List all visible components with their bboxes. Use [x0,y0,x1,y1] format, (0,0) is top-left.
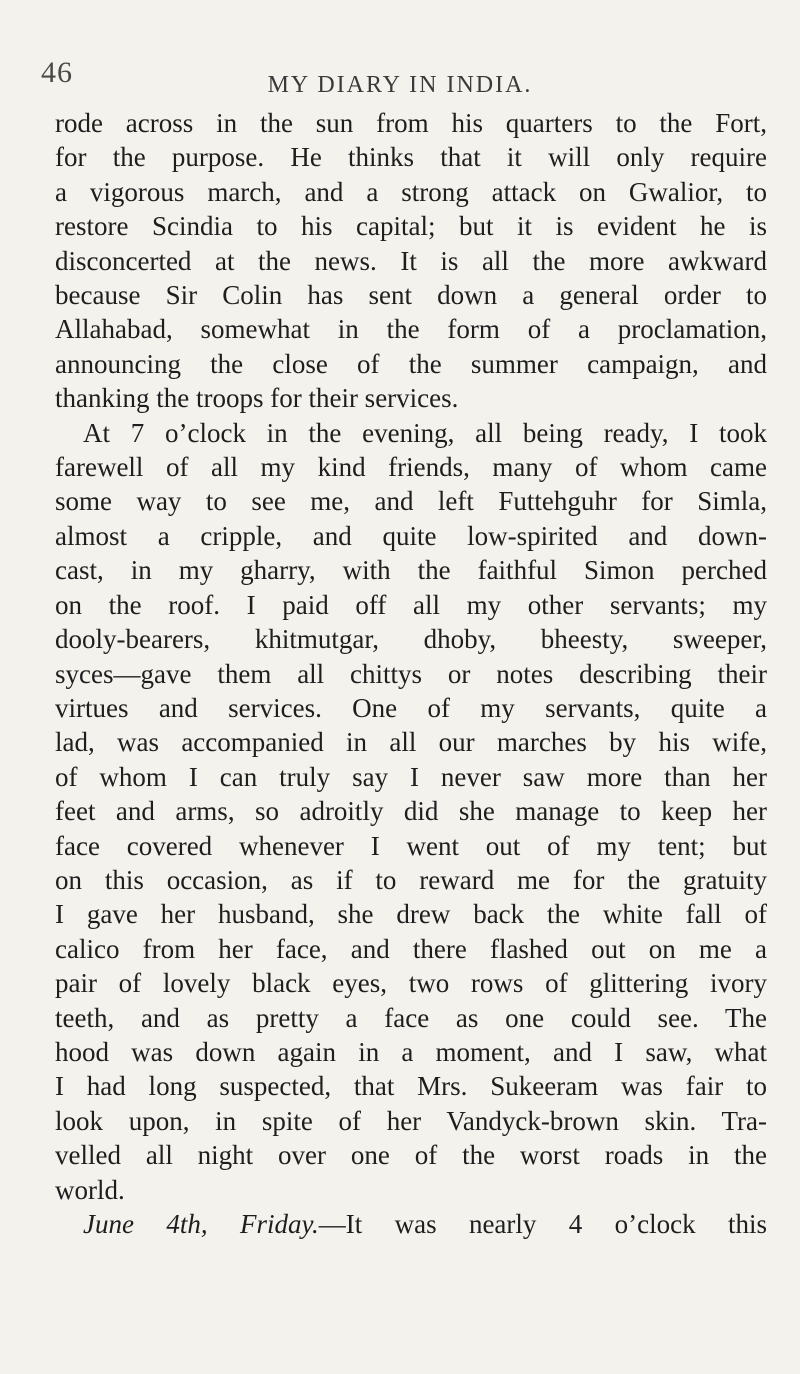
text-line: on this occasion, as if to reward me for the gratuity [55,864,767,895]
text-line: thanking the troops for their services. [55,383,459,414]
text-line: because Sir Colin has sent down a general order to [55,280,767,311]
text-line: rode across in the sun from his quarters to the Fort, [55,108,767,138]
text-line: syces—gave them all chittys or notes describing their [55,658,767,689]
text-line: on the roof. I paid off all my other servants; my [55,589,767,620]
text-line: farewell of all my kind friends, many of whom came [55,452,767,483]
text-line: feet and arms, so adroitly did she manage to keep her [55,796,767,827]
page-number: 46 [41,56,73,89]
text-line: velled all night over one of the worst roads in the [55,1140,767,1171]
text-line: teeth, and as pretty a face as one could see. The [55,1002,767,1033]
running-title: MY DIARY IN INDIA. [267,72,533,98]
text-line: look upon, in spite of her Vandyck-brown skin. Tra- [55,1105,767,1136]
diary-date: June 4th, Friday. [83,1209,319,1239]
diary-entry-line [55,1207,767,1241]
text-line: At 7 o’clock in the evening, all being ready, I took [83,417,767,448]
text-line: for the purpose. He thinks that it will only require [55,142,767,173]
text-line: world. [55,1174,125,1205]
text-line: I gave her husband, she drew back the white fall of [55,899,767,930]
text-line: announcing the close of the summer campaign, and [55,348,767,379]
text-line: lad, was accompanied in all our marches by his wife, [55,727,767,758]
text-line: Allahabad, somewhat in the form of a proclamation, [55,314,767,345]
text-line: calico from her face, and there flashed out on me a [55,933,767,964]
text-line: I had long suspected, that Mrs. Sukeeram was fair to [55,1071,767,1102]
text-line: restore Scindia to his capital; but it is evident he is [55,211,767,242]
text-line: of whom I can truly say I never saw more than her [55,761,767,792]
text-line: virtues and services. One of my servants, quite a [55,692,767,723]
diary-entry-text: —It was nearly 4 o’clock this [318,1209,767,1239]
body-text [55,106,767,1241]
text-line: face covered whenever I went out of my tent; but [55,830,767,861]
text-line: hood was down again in a moment, and I saw, what [55,1036,767,1067]
text-line: some way to see me, and left Futtehguhr for Simla, [55,486,767,517]
text-line: cast, in my gharry, with the faithful Simon perched [55,555,767,586]
text-line: almost a cripple, and quite low-spirited and down- [55,520,767,551]
text-line: pair of lovely black eyes, two rows of glittering ivory [55,968,767,999]
text-line: dooly-bearers, khitmutgar, dhoby, bheesty, sweeper, [55,624,767,655]
text-line: disconcerted at the news. It is all the more awkward [55,245,767,276]
text-line: a vigorous march, and a strong attack on Gwalior, to [55,176,767,207]
